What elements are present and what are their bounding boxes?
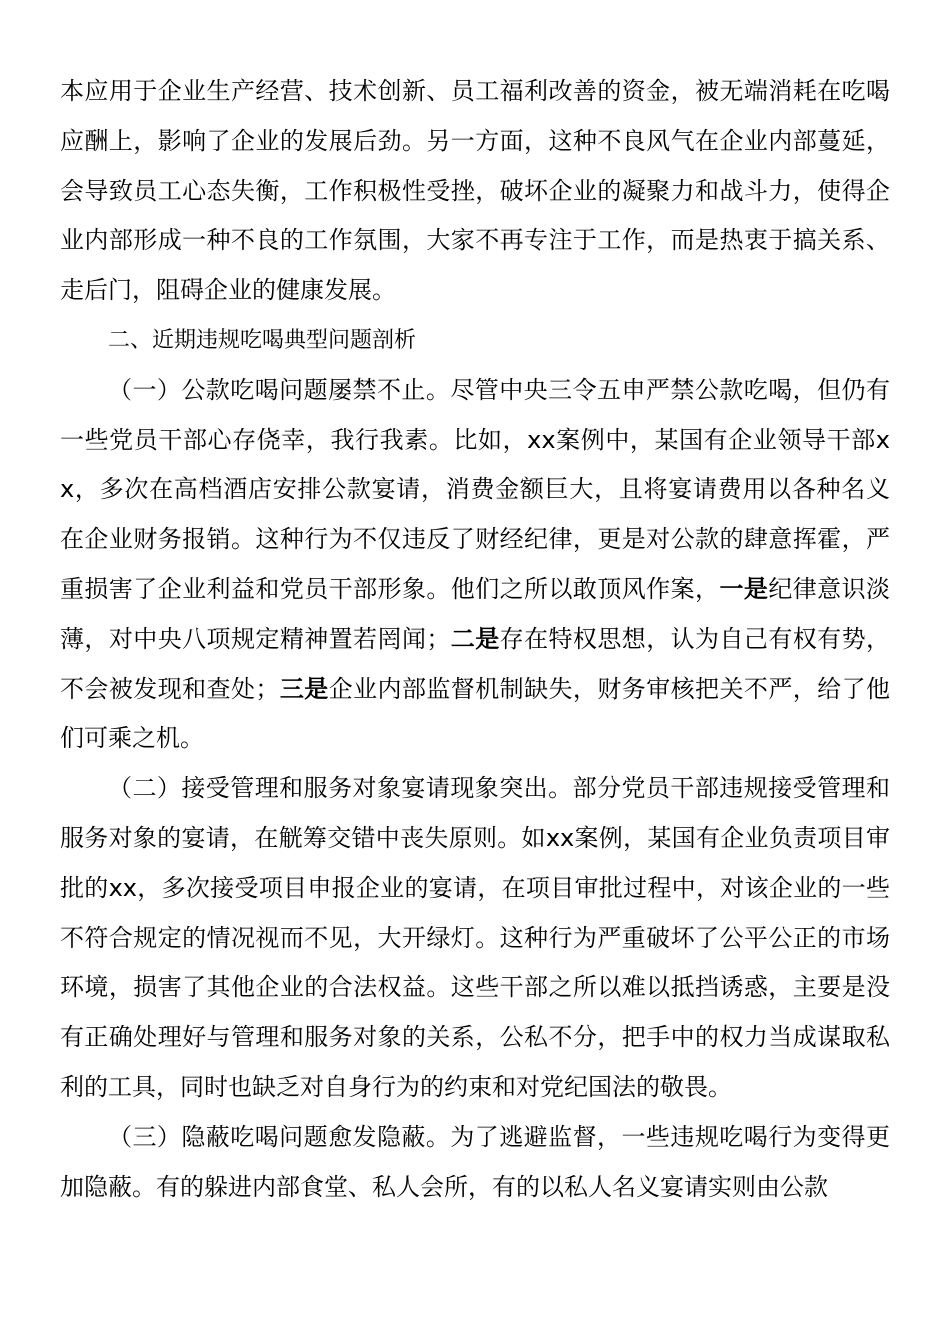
paragraph-text: 纪律意识淡薄，对中央八项规定精神置若罔闻； xyxy=(60,574,891,653)
paragraph-continuation: 本应用于企业生产经营、技术创新、员工福利改善的资金，被无端消耗在吃喝应酬上，影响了企业的发展后劲。另一方面，这种不良风气在企业内部蔓延，会导致员工心态失衡，工作积极性受挫，破坏企业的凝聚力和战斗力，使得企业内部形成一种不良的工作氛围，大家不再专注于工作，而是热衷于搞关系、走后门，阻碍企业的健康发展。 xyxy=(60,77,890,305)
paragraph-accepting-banquets: （二）接受管理和服务对象宴请现象突出。部分党员干部违规接受管理和服务对象的宴请，在觥筹交错中丧失原则。如xx案例，某国有企业负责项目审批的xx，多次接受项目申报企业的宴请，在项目审批过程中，对该企业的一些不符合规定的情况视而不见，大开绿灯。这种行为严重破坏了公平公正的市场环境，损害了其他企业的合法权益。这些干部之所以难以抵挡诱惑，主要是没有正确处理好与管理和服务对象的关系，公私不分，把手中的权力当成谋取私利的工具，同时也缺乏对自身行为的约束和对党纪国法的敬畏。 xyxy=(60,774,890,1101)
bold-marker-first: 一是 xyxy=(719,574,769,603)
bold-marker-third: 三是 xyxy=(279,674,329,703)
paragraph-text: 存在特权思想，认为自己有权有势，不会被发现和查处； xyxy=(60,624,891,703)
paragraph-public-funds-dining xyxy=(60,366,890,764)
paragraph-text: 企业内部监督机制缺失，财务审核把关不严，给了他们可乘之机。 xyxy=(60,674,891,753)
section-heading: 二、近期违规吃喝典型问题剖析 xyxy=(108,327,417,353)
document-body xyxy=(60,67,890,1212)
paragraph-text: （一）公款吃喝问题屡禁不止。尽管中央三令五申严禁公款吃喝，但仍有一些党员干部心存侥幸，我行我素。比如，xx案例中，某国有企业领导干部xx，多次在高档酒店安排公款宴请，消费金额巨大，且将宴请费用以各种名义在企业财务报销。这种行为不仅违反了财经纪律，更是对公款的肆意挥霍，严重损害了企业利益和党员干部形象。他们之所以敢顶风作案， xyxy=(60,375,890,603)
paragraph-hidden-dining: （三）隐蔽吃喝问题愈发隐蔽。为了逃避监督，一些违规吃喝行为变得更加隐蔽。有的躲进内部食堂、私人会所，有的以私人名义宴请实则由公款 xyxy=(60,1122,890,1201)
bold-marker-second: 二是 xyxy=(450,624,500,653)
